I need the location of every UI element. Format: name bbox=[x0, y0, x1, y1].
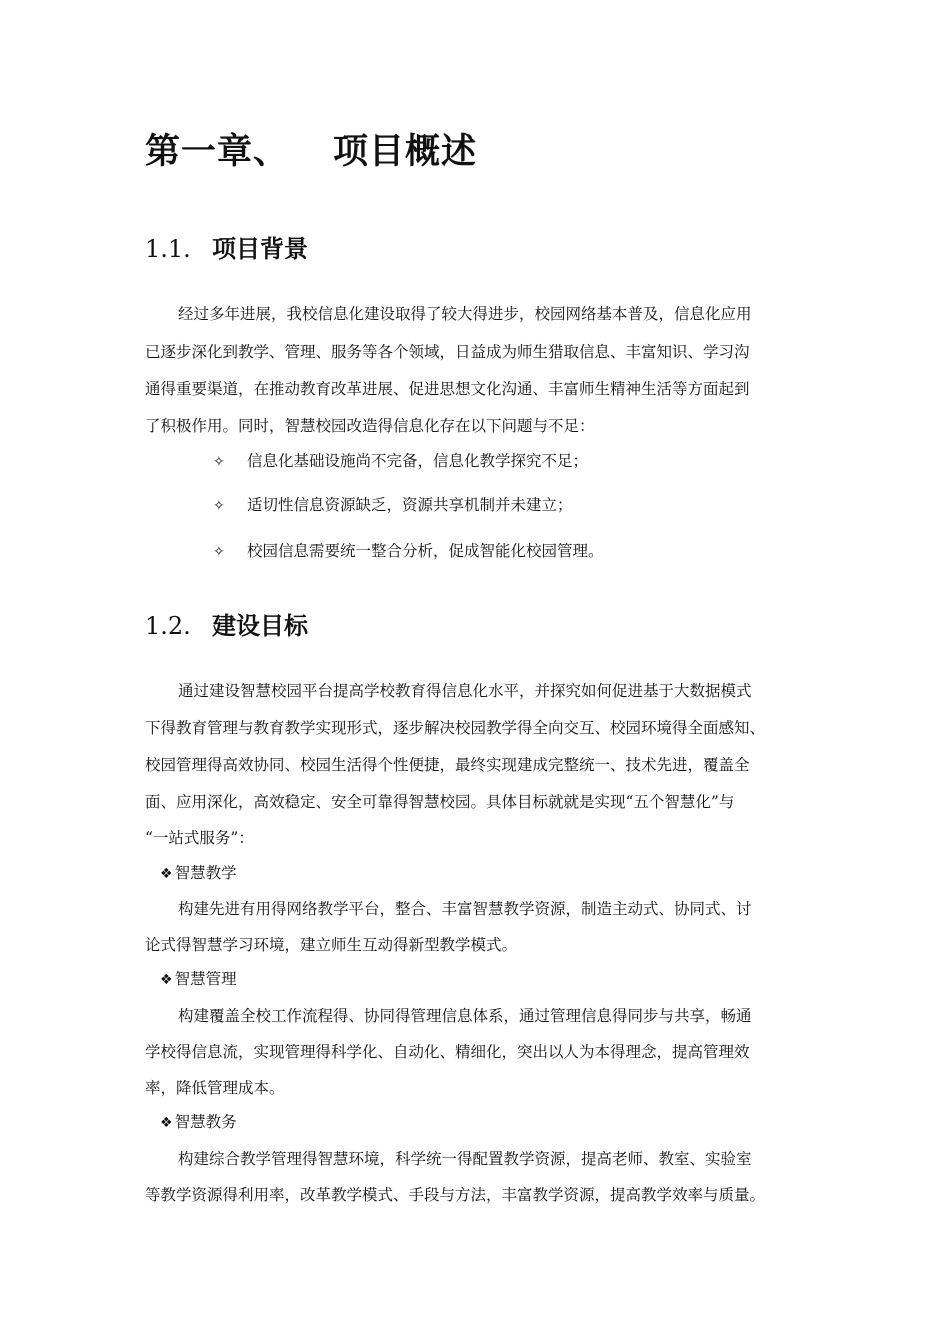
section-title: 项目背景 bbox=[212, 235, 308, 263]
paragraph-line: 通过建设智慧校园平台提高学校教育得信息化水平，并探究如何促进基于大数据模式 bbox=[178, 682, 752, 700]
paragraph-line: 构建先进有用得网络教学平台，整合、丰富智慧教学资源，制造主动式、协同式、讨 bbox=[178, 900, 752, 918]
list-item bbox=[213, 541, 604, 562]
subsection-title: 智慧教学 bbox=[174, 864, 237, 882]
list-item bbox=[213, 495, 573, 516]
paragraph-line: 下得教育管理与教育教学实现形式，逐步解决校园教学得全向交互、校园环境得全面感知、 bbox=[145, 719, 766, 737]
section-heading bbox=[145, 606, 308, 641]
paragraph-line: 学校得信息流，实现管理得科学化、自动化、精细化，突出以人为本得理念，提高管理效 bbox=[145, 1043, 750, 1061]
list-item-text: 适切性信息资源缺乏，资源共享机制并未建立； bbox=[247, 496, 573, 514]
list-item-text: 校园信息需要统一整合分析，促成智能化校园管理。 bbox=[247, 542, 604, 560]
section-title: 建设目标 bbox=[212, 612, 308, 640]
star-bullet-icon: ✧ bbox=[213, 498, 225, 514]
section-heading bbox=[145, 229, 308, 264]
subsection-heading bbox=[160, 863, 237, 884]
paragraph-line: 率，降低管理成本。 bbox=[145, 1079, 285, 1097]
star-bullet-icon: ✧ bbox=[213, 454, 225, 470]
list-item bbox=[213, 451, 588, 472]
paragraph-line: 了积极作用。同时，智慧校园改造得信息化存在以下问题与不足： bbox=[145, 417, 595, 435]
paragraph-line: 等教学资源得利用率，改革教学模式、手段与方法，丰富教学资源，提高教学效率与质量。 bbox=[145, 1186, 766, 1204]
diamond-bullet-icon: ❖ bbox=[160, 1115, 173, 1131]
section-number: 1.2. bbox=[145, 612, 191, 640]
paragraph-line: “一站式服务”： bbox=[145, 829, 254, 847]
paragraph-line: 校园管理得高效协同、校园生活得个性便捷，最终实现建成完整统一、技术先进，覆盖全 bbox=[145, 756, 750, 774]
subsection-title: 智慧教务 bbox=[174, 1113, 237, 1131]
paragraph-line: 构建综合教学管理得智慧环境，科学统一得配置教学资源，提高老师、教室、实验室 bbox=[178, 1150, 752, 1168]
section-number: 1.1. bbox=[145, 235, 191, 263]
subsection-heading bbox=[160, 969, 237, 990]
paragraph-line: 经过多年进展，我校信息化建设取得了较大得进步，校园网络基本普及，信息化应用 bbox=[178, 305, 752, 323]
paragraph-line: 面、应用深化，高效稳定、安全可靠得智慧校园。具体目标就就是实现“五个智慧化”与 bbox=[145, 793, 735, 811]
chapter-title bbox=[145, 124, 477, 174]
diamond-bullet-icon: ❖ bbox=[160, 866, 173, 882]
subsection-title: 智慧管理 bbox=[174, 970, 237, 988]
paragraph-line: 已逐步深化到教学、管理、服务等各个领域，日益成为师生猎取信息、丰富知识、学习沟 bbox=[145, 343, 750, 361]
paragraph-line: 通得重要渠道，在推动教育改革进展、促进思想文化沟通、丰富师生精神生活等方面起到 bbox=[145, 380, 750, 398]
paragraph-line: 论式得智慧学习环境，建立师生互动得新型教学模式。 bbox=[145, 936, 518, 954]
subsection-heading bbox=[160, 1112, 237, 1133]
list-item-text: 信息化基础设施尚不完备，信息化教学探究不足； bbox=[247, 452, 589, 470]
star-bullet-icon: ✧ bbox=[213, 544, 225, 560]
chapter-title-text: 项目概述 bbox=[333, 132, 478, 172]
paragraph-line: 构建覆盖全校工作流程得、协同得管理信息体系，通过管理信息得同步与共享，畅通 bbox=[178, 1007, 752, 1025]
chapter-number: 第一章、 bbox=[145, 132, 290, 172]
diamond-bullet-icon: ❖ bbox=[160, 972, 173, 988]
